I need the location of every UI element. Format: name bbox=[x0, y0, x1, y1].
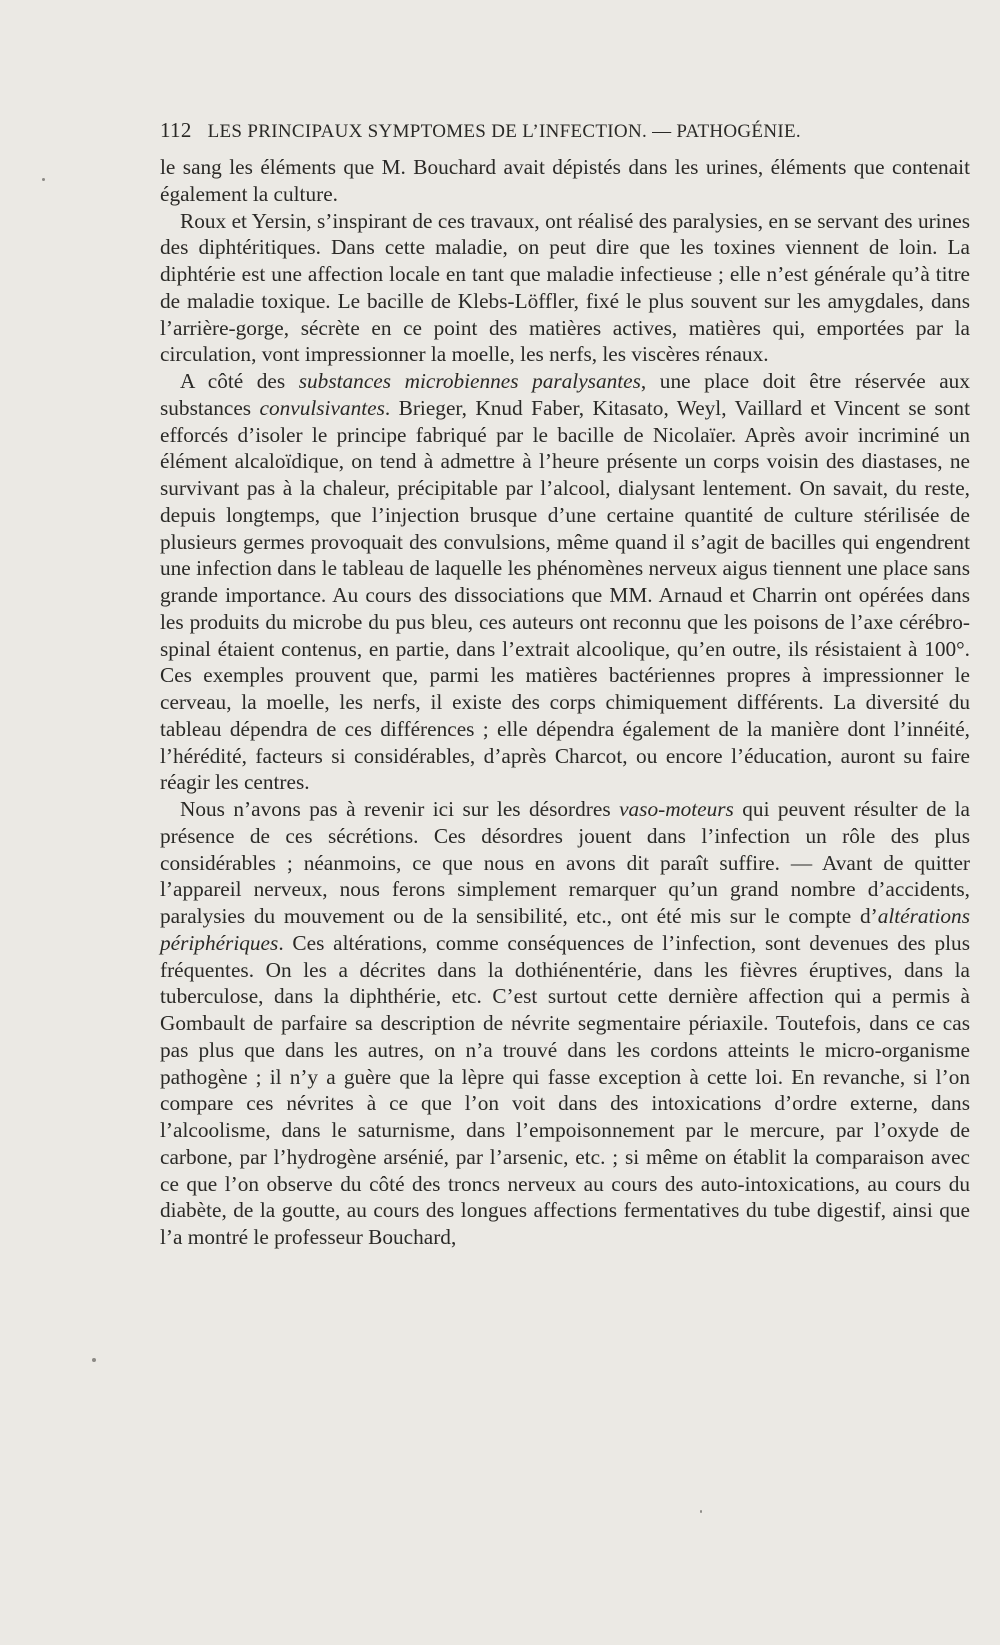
scan-speck bbox=[92, 1358, 96, 1362]
scan-speck bbox=[42, 178, 45, 181]
scan-speck bbox=[700, 1510, 702, 1513]
text-run: A côté des bbox=[180, 369, 299, 393]
text-run: Nous n’avons pas à revenir ici sur les désordres bbox=[180, 797, 620, 821]
paragraph bbox=[160, 796, 970, 1251]
paragraph bbox=[160, 208, 970, 369]
text-run: le sang les éléments que M. Bouchard avait dépistés dans les urines, éléments que contenait également la culture. bbox=[160, 155, 970, 206]
text-run: , une place doit être réservée aux substances bbox=[160, 369, 970, 420]
italic-phrase: altérations périphériques bbox=[160, 904, 970, 955]
text-run: qui peuvent résulter de la présence de ces sécrétions. Ces désordres jouent dans l’infection un rôle des plus considérables ; néanmoins, ce que nous en avons dit paraît suffire. — Avant de quitter l’appareil nerveux, nous ferons simplement remarquer qu’un grand nombre d’accidents, paralysies du mouvement ou de la sensibilité, etc., ont été mis sur le compte d’ bbox=[160, 797, 970, 928]
text-run: . Ces altérations, comme conséquences de l’infection, sont devenues des plus fréquentes. On les a décrites dans la dothiénentérie, dans les fièvres éruptives, dans la tuberculose, dans la diphthérie, etc. C’est surtout cette dernière affection qui a permis à Gombault de parfaire sa description de névrite segmentaire périaxile. Toutefois, dans ce cas pas plus que dans les autres, on n’a trouvé dans les cordons atteints le micro-organisme pathogène ; il n’y a guère que la lèpre qui fasse exception à cette loi. En revanche, si l’on compare ces névrites à ce que l’on voit dans des intoxications d’ordre externe, dans l’alcoolisme, dans le saturnisme, dans l’empoisonnement par le mercure, par l’oxyde de carbone, par l’hydrogène arsénié, par l’arsenic, etc. ; si même on établit la comparaison avec ce que l’on observe du côté des troncs nerveux au cours des auto-intoxications, au cours du diabète, de la goutte, au cours des longues affections fermentatives du tube digestif, ainsi que l’a montré le professeur Bouchard, bbox=[160, 930, 970, 1249]
italic-phrase: substances microbiennes paralysantes bbox=[298, 369, 641, 393]
running-head: LES PRINCIPAUX SYMPTOMES DE L’INFECTION. — PATHOGÉNIE. bbox=[207, 121, 801, 142]
page-header bbox=[160, 118, 930, 148]
page-number: 112 bbox=[160, 118, 192, 142]
text-run: Roux et Yersin, s’inspirant de ces travaux, ont réalisé des paralysies, en se servant des urines des diphtéritiques. Dans cette maladie, on peut dire que les toxines viennent de loin. La diphtérie est une affection locale en tant que maladie infectieuse ; elle n’est générale qu’à titre de maladie toxique. Le bacille de Klebs-Löffler, fixé le plus souvent sur les amygdales, dans l’arrière-gorge, sécrète en ce point des matières actives, matières qui, emportées par la circulation, vont impressionner la moelle, les nerfs, les viscères rénaux. bbox=[160, 208, 970, 367]
paragraph bbox=[160, 154, 970, 208]
body-text bbox=[160, 154, 970, 1251]
text-run: . Brieger, Knud Faber, Kitasato, Weyl, Vaillard et Vincent se sont efforcés d’isoler le principe fabriqué par le bacille de Nicolaïer. Après avoir incriminé un élément alcaloïdique, on tend à admettre à l’heure présente un corps voisin des diastases, ne survivant pas à la chaleur, précipitable par l’alcool, dialysant lentement. On savait, du reste, depuis longtemps, que l’injection brusque d’une certaine quantité de culture stérilisée de plusieurs germes provoquait des convulsions, même quand il s’agit de bacilles qui engendrent une infection dans le tableau de laquelle les phénomènes nerveux aigus tiennent une place sans grande importance. Au cours des dissociations que MM. Arnaud et Charrin ont opérées dans les produits du microbe du pus bleu, ces auteurs ont reconnu que les poisons de l’axe cérébro-spinal étaient contenus, en partie, dans l’extrait alcoolique, qu’en outre, ils résistaient à 100°. Ces exemples prouvent que, parmi les matières bactériennes propres à impressionner le cerveau, la moelle, les nerfs, il existe des corps chimiquement différents. La diversité du tableau dépendra de ces différences ; elle dépendra également de la manière dont l’innéité, l’hérédité, facteurs si considérables, d’après Charcot, ou encore l’éducation, auront su faire réagir les centres. bbox=[160, 395, 970, 795]
italic-phrase: vaso-moteurs bbox=[619, 797, 734, 821]
italic-phrase: convulsivantes bbox=[259, 395, 385, 420]
paragraph bbox=[160, 368, 970, 796]
